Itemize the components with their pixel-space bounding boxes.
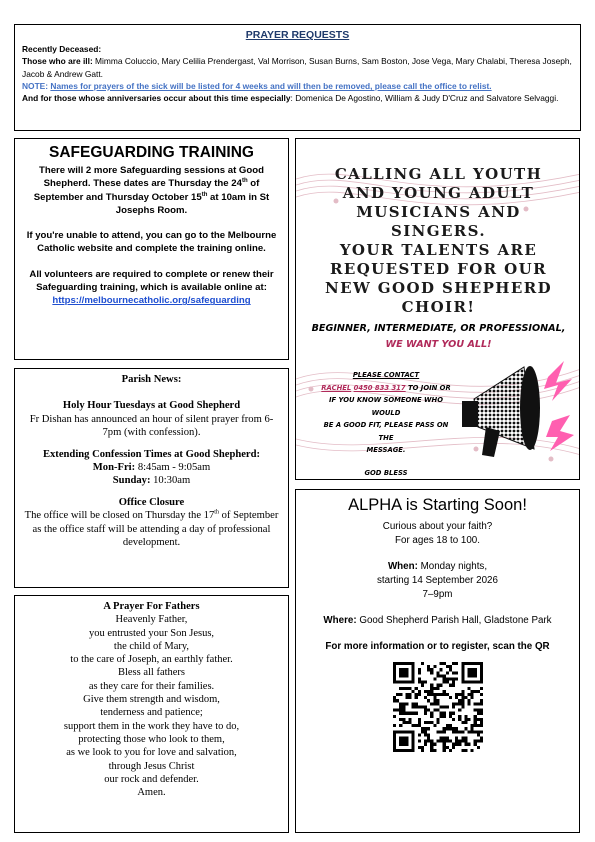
alpha-when xyxy=(302,560,573,574)
monfri-time: 8:45am - 9:05am xyxy=(135,462,211,474)
fathers-title: A Prayer For Fathers xyxy=(103,601,200,612)
choir-poster xyxy=(295,138,580,480)
alpha-when-3: 7–9pm xyxy=(422,589,453,600)
safeguarding-link[interactable]: https://melbournecatholic.org/safeguarding xyxy=(52,295,251,307)
anniversary-label: And for those whose anniversaries occur about this time especially xyxy=(22,93,291,104)
office-text-b: of September as the office staff will be attending a day of professional development. xyxy=(32,510,279,549)
safeguarding-online: If you're unable to attend, you can go to the Melbourne Catholic website and complete the training online. xyxy=(26,230,277,255)
where-label: Where: xyxy=(323,615,357,626)
choir-line-6: REQUESTED FOR OUR xyxy=(330,260,547,278)
office-closure-text xyxy=(23,509,280,549)
choir-want-all: WE WANT YOU ALL! xyxy=(385,339,492,350)
choir-levels: BEGINNER, INTERMEDIATE, OR PROFESSIONAL, xyxy=(311,323,566,334)
confession-monfri xyxy=(23,461,280,474)
fathers-line-1: Heavenly Father, xyxy=(115,614,188,626)
alpha-intro-1: Curious about your faith? xyxy=(382,521,493,532)
choir-line-8: CHOIR! xyxy=(401,298,476,316)
fathers-line-13: our rock and defender. xyxy=(104,773,199,785)
prayer-for-fathers-box xyxy=(14,595,289,833)
when-label: When: xyxy=(387,561,418,572)
choir-line-5: YOUR TALENTS ARE xyxy=(339,241,538,259)
alpha-title: ALPHA is Starting Soon! xyxy=(348,496,527,514)
choir-line-2: AND YOUNG ADULT xyxy=(342,184,535,202)
fathers-line-3: the child of Mary, xyxy=(113,640,190,652)
fathers-line-4: to the care of Joseph, an earthly father. xyxy=(70,654,233,666)
alpha-intro-2: For ages 18 to 100. xyxy=(395,535,480,546)
holy-hour-text: Fr Dishan has announced an hour of silent prayer from 6-7pm (with confession). xyxy=(29,413,274,439)
ill-label: Those who are ill: xyxy=(22,56,93,67)
fathers-line-2: you entrusted your Son Jesus, xyxy=(88,627,215,639)
contact-line-2: IF YOU KNOW SOMEONE WHO WOULD xyxy=(329,396,443,417)
recently-deceased-label: Recently Deceased: xyxy=(22,44,102,55)
safeguarding-title: SAFEGUARDING TRAINING xyxy=(49,144,254,161)
alpha-more-info: For more information or to register, scan the QR xyxy=(325,641,550,652)
parish-news-title: Parish News: xyxy=(121,374,182,385)
fathers-line-8: tenderness and patience; xyxy=(100,707,203,719)
qr-code-icon[interactable] xyxy=(393,662,483,752)
fathers-line-5: Bless all fathers xyxy=(117,667,186,679)
when-text: Monday nights, xyxy=(417,561,488,572)
choir-line-7: NEW GOOD SHEPHERD xyxy=(325,279,552,297)
note-label: NOTE: xyxy=(22,80,51,91)
prayer-requests-title: PRAYER REQUESTS xyxy=(245,29,350,41)
safeguarding-box xyxy=(14,138,289,360)
sup-th-1: th xyxy=(241,178,248,185)
alpha-where xyxy=(302,614,573,628)
fathers-line-12: through Jesus Christ xyxy=(108,760,195,772)
confession-sunday xyxy=(23,474,280,487)
contact-phone[interactable]: 0450 833 317 xyxy=(353,383,406,392)
alpha-box xyxy=(295,489,580,833)
sup-th-2: th xyxy=(201,191,208,198)
note-paragraph xyxy=(22,80,573,92)
contact-line-3: BE A GOOD FIT, PLEASE PASS ON THE xyxy=(323,421,449,442)
sup-th-3: th xyxy=(214,509,219,516)
prayer-requests-box xyxy=(14,24,581,131)
fathers-line-7: Give them strength and wisdom, xyxy=(83,694,220,706)
sunday-label: Sunday: xyxy=(112,475,151,487)
confession-title: Extending Confession Times at Good Shepherd: xyxy=(42,448,261,460)
monfri-label: Mon-Fri: xyxy=(92,462,136,474)
god-bless: GOD BLESS xyxy=(364,468,408,477)
safeguarding-dates xyxy=(23,164,280,217)
note-text: Names for prayers of the sick will be listed for 4 weeks and will then be removed, please call the office to relist. xyxy=(50,80,492,91)
safeguarding-dates-a: There will 2 more Safeguarding sessions at Good Shepherd. These dates are Thursday the 24 xyxy=(39,165,264,190)
office-closure-title: Office Closure xyxy=(118,496,185,508)
anniversary-paragraph xyxy=(22,92,573,104)
parish-news-box xyxy=(14,368,289,588)
choir-line-3: MUSICIANS AND xyxy=(356,203,521,221)
contact-line-4: MESSAGE. xyxy=(366,446,406,454)
alpha-when-2: starting 14 September 2026 xyxy=(377,575,498,586)
contact-title: PLEASE CONTACT xyxy=(352,371,420,379)
fathers-line-11: as we look to you for love and salvation, xyxy=(66,747,237,759)
ill-paragraph xyxy=(22,55,573,79)
choir-contact xyxy=(316,369,456,479)
holy-hour-title: Holy Hour Tuesdays at Good Shepherd xyxy=(62,400,241,412)
where-text: Good Shepherd Parish Hall, Gladstone Park xyxy=(356,615,552,626)
contact-rest-1: TO JOIN OR xyxy=(405,383,451,392)
safeguarding-requirement: All volunteers are required to complete or renew their Safeguarding training, which is available online at: xyxy=(29,268,274,294)
anniversary-names: : Domenica De Agostino, William & Judy D'Cruz and Salvatore Selvaggi. xyxy=(290,93,559,104)
choir-line-1: CALLING ALL YOUTH xyxy=(334,165,543,183)
choir-line-4: SINGERS. xyxy=(391,222,486,240)
fathers-line-10: protecting those who look to them, xyxy=(78,733,225,745)
sunday-time: 10:30am xyxy=(150,475,191,487)
safeguarding-dates-c: at 10am in St Josephs Room. xyxy=(115,191,270,216)
ill-names: Mimma Coluccio, Mary Celilia Prendergast, Val Morrison, Susan Burns, Sam Boston, Jose Vega, Mary Chalabi, Theresa Joseph, Jacob & Andrew Gatt. xyxy=(22,56,572,79)
fathers-line-6: as they care for their families. xyxy=(88,680,215,692)
contact-name: RACHEL xyxy=(321,383,352,392)
office-text-a: The office will be closed on Thursday the 17 xyxy=(24,510,215,522)
fathers-line-9: support them in the work they have to do, xyxy=(63,720,240,732)
contact-line-1 xyxy=(316,382,456,395)
safeguarding-dates-b: of September and Thursday October 15 xyxy=(33,178,260,203)
megaphone-icon xyxy=(456,357,576,467)
fathers-line-14: Amen. xyxy=(137,787,166,799)
